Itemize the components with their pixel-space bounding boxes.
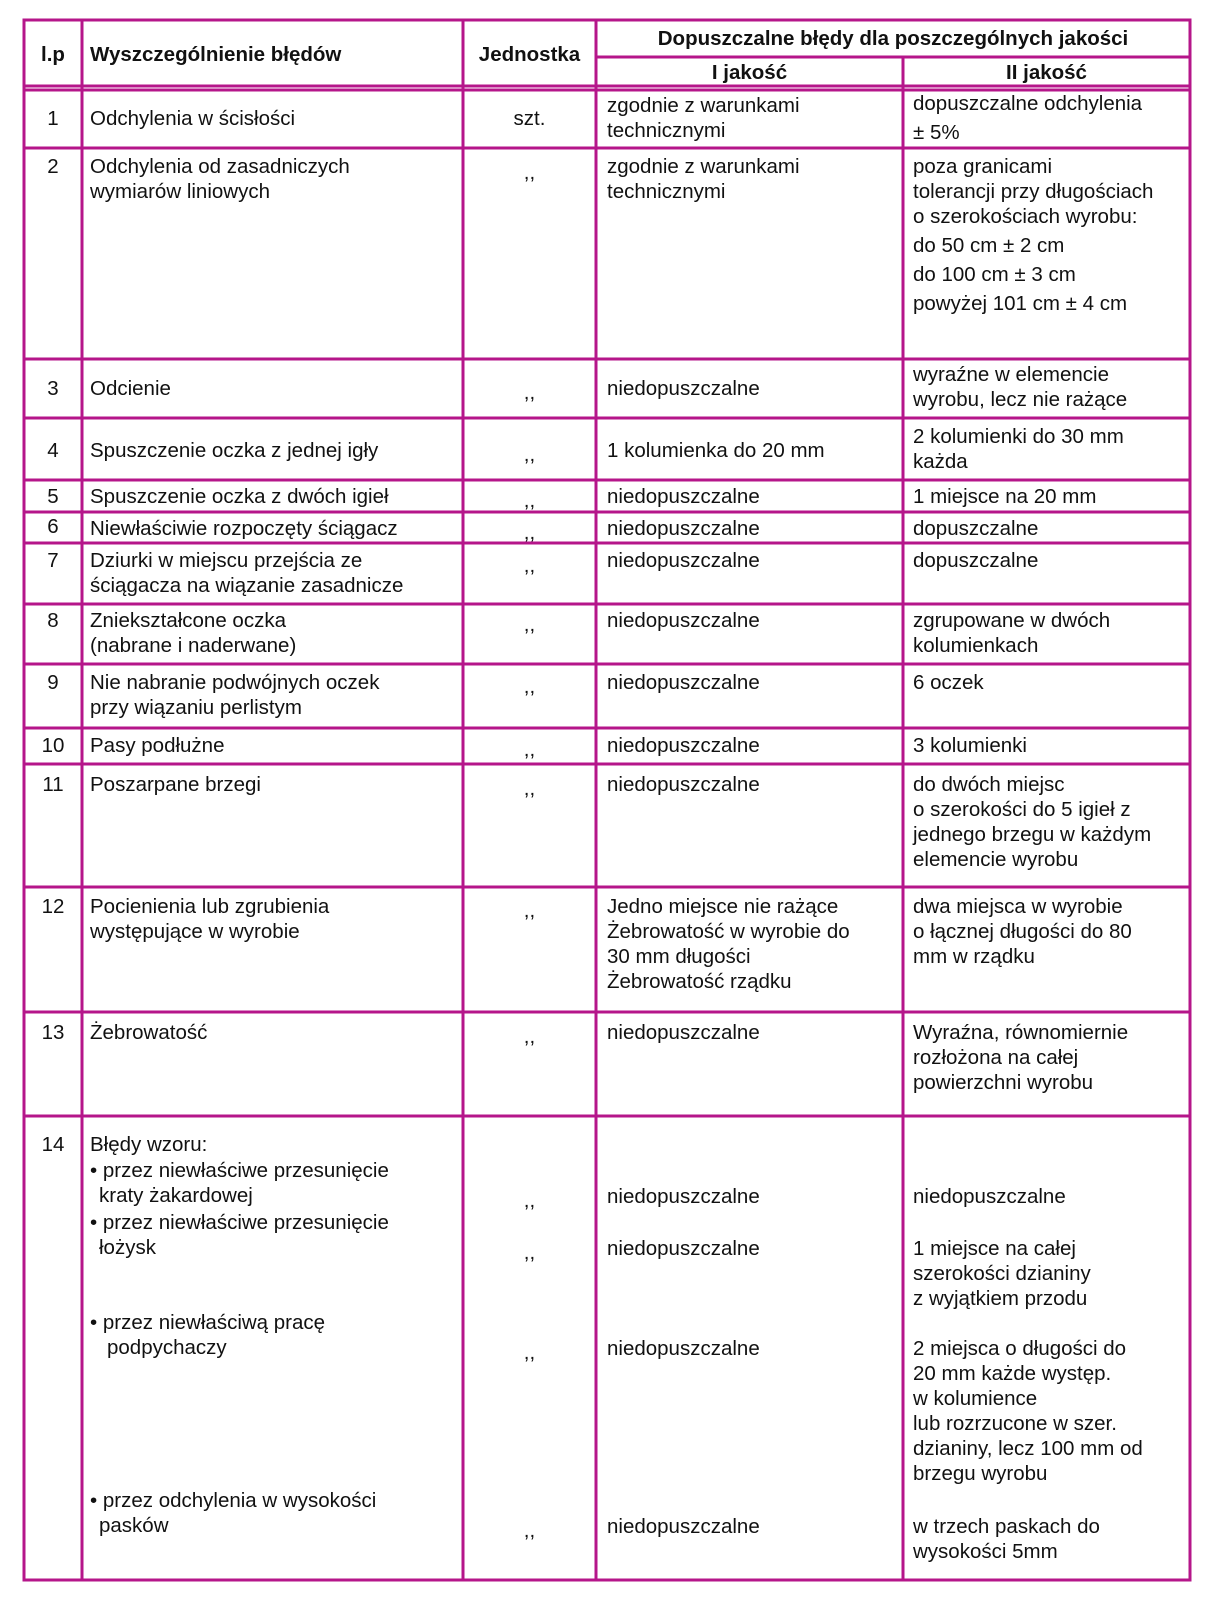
header-allowed: Dopuszczalne błędy dla poszczególnych jakości <box>657 27 1129 50</box>
row-11-q2: do dwóch miejsc o szerokości do 5 igieł z jednego brzegu w każdym elemencie wyrobu <box>913 773 1152 871</box>
row-2-unit: ,, <box>523 161 536 184</box>
row-3-q1: niedopuszczalne <box>607 377 760 400</box>
row-14-sub-1-unit: ,, <box>523 1189 536 1212</box>
row-1-unit: szt. <box>513 107 546 130</box>
row-14-sub-1-q2: niedopuszczalne <box>913 1185 1066 1208</box>
row-4-lp: 4 <box>47 439 59 462</box>
row-11-unit: ,, <box>523 777 536 800</box>
row-1-name: Odchylenia w ścisłości <box>90 107 296 130</box>
row-14-sub-3-q2: 2 miejsca o długości do 20 mm każde występ. w kolumience lub rozrzucone w szer. dzianiny, lecz 100 mm od brzegu wyrobu <box>913 1337 1143 1485</box>
row-5-name: Spuszczenie oczka z dwóch igieł <box>90 485 389 508</box>
row-1-q1: zgodnie z warunkami technicznymi <box>607 94 800 142</box>
row-10-name: Pasy podłużne <box>90 734 225 757</box>
row-12-unit: ,, <box>523 899 536 922</box>
row-8-q1: niedopuszczalne <box>607 609 760 632</box>
row-12-name: Pocienienia lub zgrubienia występujące w wyrobie <box>90 895 330 943</box>
row-14-sub-4-q2: w trzech paskach do wysokości 5mm <box>913 1515 1100 1563</box>
row-10-lp: 10 <box>41 734 65 757</box>
row-14-lp: 14 <box>41 1133 65 1156</box>
row-1-lp: 1 <box>47 107 59 130</box>
row-11-name: Poszarpane brzegi <box>90 773 261 796</box>
row-9-lp: 9 <box>47 671 59 694</box>
header-name: Wyszczególnienie błędów <box>90 43 342 66</box>
row-3-name: Odcienie <box>90 377 171 400</box>
row-14-sub-4-q1: niedopuszczalne <box>607 1515 760 1538</box>
row-14-sub-2-name: • przez niewłaściwe przesunięcie łożysk <box>90 1211 389 1259</box>
row-6-unit: ,, <box>523 521 536 544</box>
row-14-sub-3-name: • przez niewłaściwą pracę podpychaczy <box>90 1311 326 1359</box>
row-2-q1: zgodnie z warunkami technicznymi <box>607 155 800 203</box>
row-6-q2: dopuszczalne <box>913 517 1039 540</box>
row-14-name: Błędy wzoru: <box>90 1133 208 1156</box>
row-5-q2: 1 miejsce na 20 mm <box>913 485 1097 508</box>
row-4-name: Spuszczenie oczka z jednej igły <box>90 439 379 462</box>
row-14-sub-1-q1: niedopuszczalne <box>607 1185 760 1208</box>
row-5-lp: 5 <box>47 485 59 508</box>
row-14-sub-1-name: • przez niewłaściwe przesunięcie kraty żakardowej <box>90 1159 389 1207</box>
row-3-lp: 3 <box>47 377 59 400</box>
row-8-unit: ,, <box>523 613 536 636</box>
row-5-q1: niedopuszczalne <box>607 485 760 508</box>
row-6-name: Niewłaściwie rozpoczęty ściągacz <box>90 517 398 540</box>
row-13-lp: 13 <box>41 1021 65 1044</box>
row-14-sub-3-unit: ,, <box>523 1341 536 1364</box>
row-2-name: Odchylenia od zasadniczych wymiarów liniowych <box>90 155 350 203</box>
row-8-q2: zgrupowane w dwóch kolumienkach <box>913 609 1111 657</box>
row-10-q1: niedopuszczalne <box>607 734 760 757</box>
row-2-q2: poza granicami tolerancji przy długościach o szerokościach wyrobu: do 50 cm ± 2 cm do 100 cm ± 3 cm powyżej 101 cm ± 4 cm <box>913 155 1154 315</box>
row-10-unit: ,, <box>523 738 536 761</box>
header-lp: l.p <box>41 43 65 66</box>
row-7-q1: niedopuszczalne <box>607 549 760 572</box>
row-7-q2: dopuszczalne <box>913 549 1039 572</box>
row-3-unit: ,, <box>523 381 536 404</box>
row-1-q2: dopuszczalne odchylenia ± 5% <box>913 92 1143 144</box>
row-9-q1: niedopuszczalne <box>607 671 760 694</box>
row-12-lp: 12 <box>41 895 65 918</box>
row-4-q2: 2 kolumienki do 30 mm każda <box>913 425 1124 473</box>
row-13-q2: Wyraźna, równomiernie rozłożona na całej powierzchni wyrobu <box>913 1021 1129 1094</box>
row-7-unit: ,, <box>523 554 536 577</box>
row-14-sub-4-unit: ,, <box>523 1519 536 1542</box>
row-12-q1: Jedno miejsce nie rażące Żebrowatość w wyrobie do 30 mm długości Żebrowatość rządku <box>607 895 850 993</box>
row-9-unit: ,, <box>523 675 536 698</box>
row-4-unit: ,, <box>523 443 536 466</box>
row-4-q1: 1 kolumienka do 20 mm <box>607 439 825 462</box>
row-11-lp: 11 <box>42 773 64 796</box>
header-q2: II jakość <box>1006 61 1087 84</box>
row-13-name: Żebrowatość <box>90 1021 208 1044</box>
row-14-sub-4-name: • przez odchylenia w wysokości pasków <box>90 1489 377 1537</box>
row-9-name: Nie nabranie podwójnych oczek przy wiązaniu perlistym <box>90 671 380 719</box>
row-14-sub-2-unit: ,, <box>523 1241 536 1264</box>
row-9-q2: 6 oczek <box>913 671 984 694</box>
row-13-q1: niedopuszczalne <box>607 1021 760 1044</box>
row-14-sub-2-q1: niedopuszczalne <box>607 1237 760 1260</box>
row-12-q2: dwa miejsca w wyrobie o łącznej długości do 80 mm w rządku <box>913 895 1132 968</box>
row-14-sub-3-q1: niedopuszczalne <box>607 1337 760 1360</box>
row-13-unit: ,, <box>523 1025 536 1048</box>
row-7-name: Dziurki w miejscu przejścia ze ściągacza na wiązanie zasadnicze <box>90 549 404 597</box>
row-11-q1: niedopuszczalne <box>607 773 760 796</box>
row-7-lp: 7 <box>47 549 59 572</box>
row-10-q2: 3 kolumienki <box>913 734 1027 757</box>
row-8-lp: 8 <box>47 609 59 632</box>
row-14-sub-2-q2: 1 miejsce na całej szerokości dzianiny z wyjątkiem przodu <box>913 1237 1091 1310</box>
row-2-lp: 2 <box>47 155 59 178</box>
row-5-unit: ,, <box>523 489 536 512</box>
header-unit: Jednostka <box>478 43 581 66</box>
header-q1: I jakość <box>711 61 788 84</box>
row-8-name: Zniekształcone oczka (nabrane i naderwane) <box>90 609 297 657</box>
row-6-lp: 6 <box>47 515 59 538</box>
row-3-q2: wyraźne w elemencie wyrobu, lecz nie rażące <box>913 363 1128 411</box>
row-6-q1: niedopuszczalne <box>607 517 760 540</box>
